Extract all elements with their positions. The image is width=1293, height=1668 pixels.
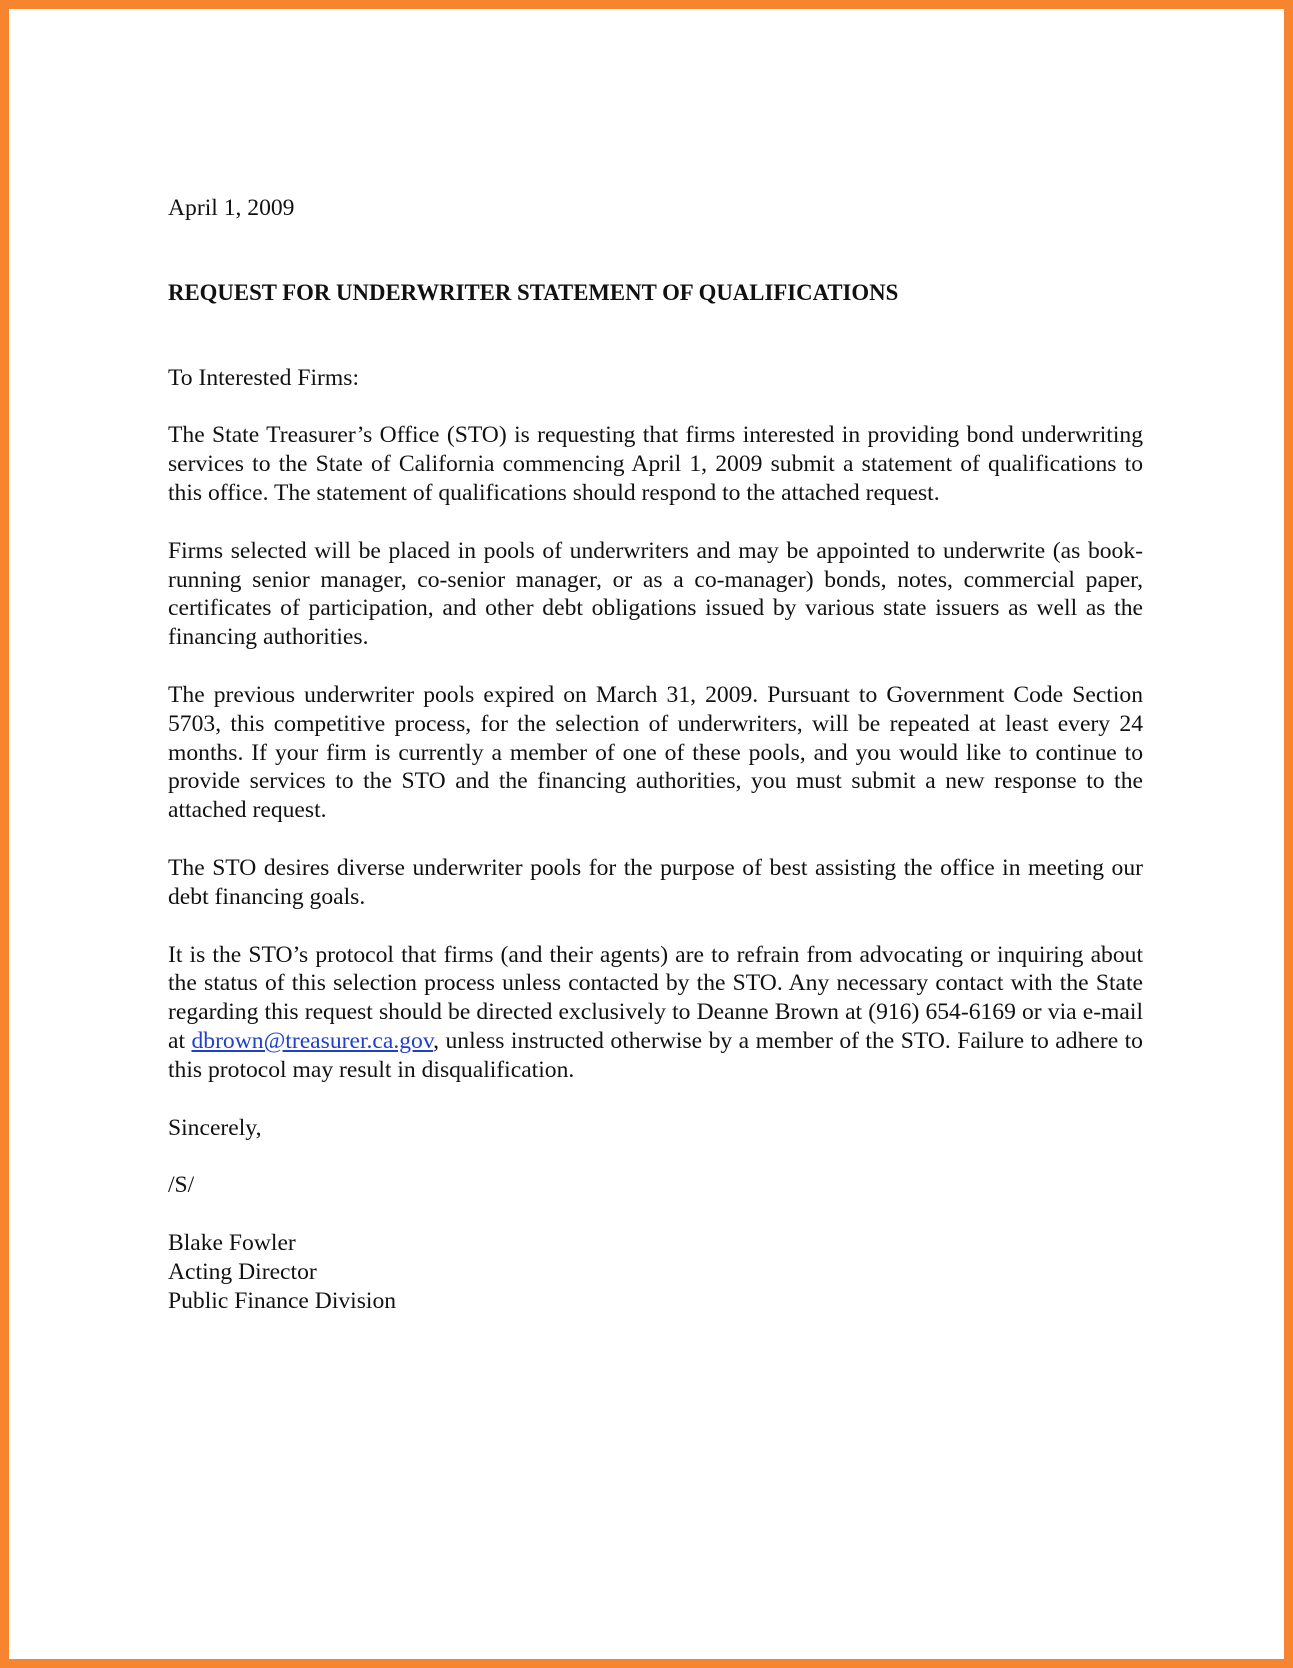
signer-title: Acting Director [168, 1258, 317, 1285]
paragraph-pools: Firms selected will be placed in pools of underwriters and may be appointed to underwrite (as book-running senior manager, co-senior manager, or as a co-manager) bonds, notes, commercial paper, certificates of participation, and other debt obligations issued by various state issuers as well as the financing authorities. [168, 537, 1143, 651]
letter-heading: REQUEST FOR UNDERWRITER STATEMENT OF QUALIFICATIONS [168, 279, 899, 305]
paragraph-previous-pools: The previous underwriter pools expired on March 31, 2009. Pursuant to Government Code Section 5703, this competitive process, for the selection of underwriters, will be repeated at least every 24 months. If your firm is currently a member of one of these pools, and you would like to continue to provide services to the STO and the financing authorities, you must submit a new response to the attached request. [168, 681, 1143, 824]
paragraph-diversity: The STO desires diverse underwriter pools for the purpose of best assisting the office in meeting our debt financing goals. [168, 854, 1143, 910]
email-link[interactable]: dbrown@treasurer.ca.gov [191, 1027, 434, 1054]
signer-block [168, 1229, 1143, 1315]
letter-body [168, 194, 1143, 1316]
signer-name: Blake Fowler [168, 1230, 296, 1257]
letter-greeting: To Interested Firms: [168, 364, 359, 391]
letter-closing: Sincerely, [168, 1114, 262, 1141]
protocol-text-before-email: It is the STO’s protocol that firms (and their agents) are to refrain from advocating or inquiring about the status of this selection process unless contacted by the STO. Any necessary contact with the State regarding this request should be directed exclusively to Deanne Brown at (916) 654-6169 or via e-mail at [168, 941, 1143, 1054]
paragraph-protocol [168, 941, 1143, 1085]
protocol-text-after-email: , unless instructed otherwise by a member of the STO. Failure to adhere to this protocol may result in disqualification. [168, 1027, 1143, 1083]
letter-date: April 1, 2009 [168, 195, 295, 221]
signer-division: Public Finance Division [168, 1287, 397, 1314]
paragraph-request: The State Treasurer’s Office (STO) is requesting that firms interested in providing bond underwriting services to the State of California commencing April 1, 2009 submit a statement of qualifications to this office. The statement of qualifications should respond to the attached request. [168, 422, 1143, 506]
signature-mark: /S/ [168, 1172, 195, 1199]
